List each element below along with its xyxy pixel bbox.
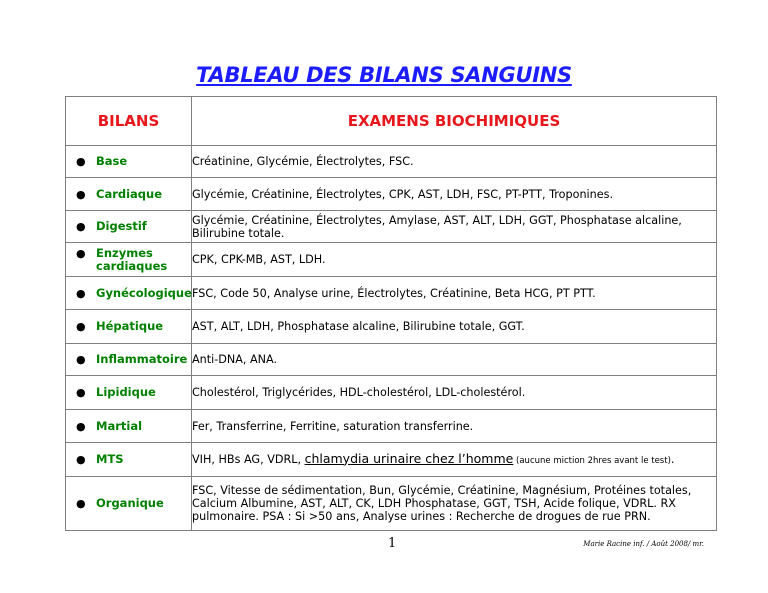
- exam-list: Anti-DNA, ANA.: [192, 344, 717, 376]
- exam-list: [192, 443, 717, 477]
- exam-list: FSC, Vitesse de sédimentation, Bun, Glycémie, Créatinine, Magnésium, Protéines totales, Calcium Albumine, AST, ALT, CK, LDH Phosphatase, GGT, TSH, Acide folique, VDRL. RX pulmonaire. PSA : Si >50 ans, Analyse urines : Recherche de drogues de rue PRN.: [192, 477, 717, 531]
- header-bilans: BILANS: [66, 97, 192, 146]
- bilan-name: Gynécologique: [96, 285, 192, 300]
- exam-list: Glycémie, Créatinine, Électrolytes, Amylase, AST, ALT, LDH, GGT, Phosphatase alcaline, Bilirubine totale.: [192, 211, 717, 243]
- table-row: [66, 146, 717, 178]
- table-row: [66, 178, 717, 211]
- bilan-name: Martial: [96, 418, 143, 433]
- table-row: [66, 477, 717, 531]
- bilan-name: Hépatique: [96, 319, 164, 333]
- bilans-table: [65, 96, 717, 531]
- bilan-name: Lipidique: [96, 385, 156, 399]
- bullet-icon: ●: [76, 386, 86, 399]
- exam-list: Créatinine, Glycémie, Électrolytes, FSC.: [192, 146, 717, 178]
- bilan-name: Organique: [96, 496, 164, 510]
- exam-list: FSC, Code 50, Analyse urine, Électrolytes, Créatinine, Beta HCG, PT PTT.: [192, 277, 717, 310]
- footer-credit: Marie Racine inf. / Août 2008/ mr.: [583, 540, 704, 548]
- bullet-icon: ●: [76, 497, 86, 510]
- bullet-icon: ●: [76, 353, 86, 366]
- bilan-name: Inflammatoire: [96, 352, 188, 366]
- bullet-icon: ●: [76, 246, 86, 260]
- bilan-name: Enzymes cardiaques: [96, 245, 168, 273]
- table-header-row: [66, 97, 717, 146]
- exam-list: Cholestérol, Triglycérides, HDL-cholestérol, LDL-cholestérol.: [192, 376, 717, 410]
- page-title: TABLEAU DES BILANS SANGUINS: [196, 63, 572, 87]
- table-row: [66, 211, 717, 243]
- bullet-icon: ●: [76, 155, 86, 168]
- table-row: [66, 376, 717, 410]
- page-number: 1: [388, 536, 397, 551]
- exam-note: (aucune miction 2hres avant le test): [513, 455, 671, 466]
- exam-text: VIH, HBs AG, VDRL,: [192, 452, 305, 466]
- bullet-icon: ●: [76, 187, 86, 201]
- bullet-icon: ●: [76, 419, 86, 433]
- bilan-name: Base: [96, 154, 128, 168]
- table-row: [66, 344, 717, 376]
- table-row: [66, 410, 717, 443]
- exam-text-emphasis: chlamydia urinaire chez l’homme: [304, 450, 514, 466]
- table-row: [66, 310, 717, 344]
- bullet-icon: ●: [76, 453, 86, 466]
- exam-text-end: .: [670, 452, 675, 466]
- table-row: [66, 243, 717, 277]
- bullet-icon: ●: [76, 320, 86, 333]
- exam-list: CPK, CPK-MB, AST, LDH.: [192, 243, 717, 277]
- bilan-name: MTS: [96, 452, 124, 466]
- bullet-icon: ●: [76, 220, 86, 233]
- header-examens: EXAMENS BIOCHIMIQUES: [192, 97, 717, 146]
- bullet-icon: ●: [76, 286, 86, 300]
- exam-list: Fer, Transferrine, Ferritine, saturation transferrine.: [192, 410, 717, 443]
- bilan-name: Cardiaque: [96, 186, 163, 201]
- table-row: [66, 277, 717, 310]
- table-row: [66, 443, 717, 477]
- bilan-name: Digestif: [96, 219, 147, 233]
- exam-list: AST, ALT, LDH, Phosphatase alcaline, Bilirubine totale, GGT.: [192, 310, 717, 344]
- exam-list: Glycémie, Créatinine, Électrolytes, CPK, AST, LDH, FSC, PT-PTT, Troponines.: [192, 178, 717, 211]
